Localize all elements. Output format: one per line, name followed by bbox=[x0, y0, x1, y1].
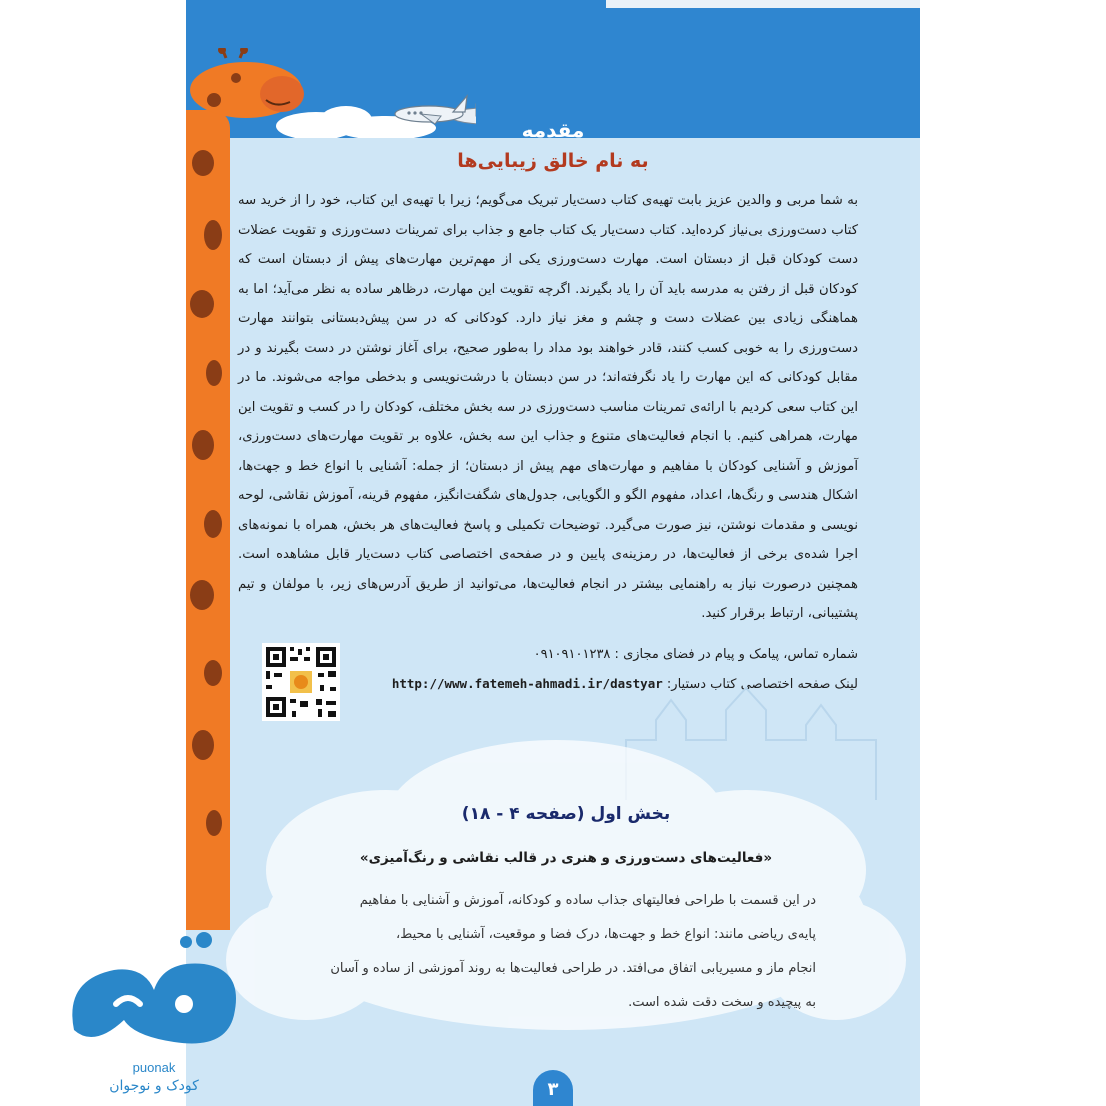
logo-latin-text: puonak bbox=[132, 1060, 176, 1075]
giraffe-neck-illustration bbox=[186, 110, 230, 930]
section-line: به پیچیده و سخت دقت شده است. bbox=[628, 995, 816, 1010]
section-line: پایه‌ی ریاضی مانند: انواع خط و جهت‌ها، درک فضا و موقعیت، آشنایی با محیط، bbox=[396, 927, 816, 942]
book-page-link[interactable]: http://www.fatemeh-ahmadi.ir/dastyar bbox=[391, 676, 663, 691]
logo-tagline: کودک و نوجوان bbox=[109, 1078, 199, 1094]
section-subtitle: «فعالیت‌های دست‌ورزی و هنری در قالب نقاشی و رنگ‌آمیزی» bbox=[359, 850, 773, 866]
page-subtitle: به نام خالق زیبایی‌ها bbox=[457, 150, 649, 172]
intro-text bbox=[238, 186, 858, 629]
contact-phone: شماره تماس، پیامک و پیام در فضای مجازی : ۰۹۱۰۹۱۰۱۲۳۸ bbox=[533, 647, 858, 662]
publisher-logo bbox=[54, 920, 254, 1100]
section-line: در این قسمت با طراحی فعالیتهای جذاب ساده و کودکانه، آموزش و آشنایی با مفاهیم bbox=[359, 893, 816, 908]
section-line: انجام ماز و مسیریابی اتفاق می‌افتد. در طراحی فعالیت‌ها به روند آموزشی از ساده و آسان bbox=[330, 961, 816, 976]
section-body bbox=[306, 884, 816, 1020]
page-title: مقدمه bbox=[521, 118, 585, 142]
giraffe-head-icon bbox=[186, 48, 308, 128]
book-page bbox=[186, 0, 920, 1106]
intro-paragraph: به شما مربی و والدین عزیز بابت تهیه‌ی کتاب دست‌یار تبریک می‌گویم؛ زیرا با تهیه‌ی این کتاب، خود را از خرید سه کتاب دست‌ورزی بی‌نیاز کرده‌اید. کتاب دست‌یار یک کتاب جامع و جذاب برای تمرینات دست‌ورزی و تقویت عضلات دست کودکان قبل از دبستان است. مهارت دست‌ورزی یکی از مهم‌ترین مهارت‌های پیش از دبستان است که کودکان قبل از رفتن به مدرسه باید آن را یاد بگیرند. اگرچه تقویت این مهارت، درظاهر ساده به نظر می‌آید؛ اما به هماهنگی زیادی بین عضلات دست و چشم و مغز نیاز دارد. کودکانی که در سن پیش‌دبستانی بتوانند مهارت دست‌ورزی را به خوبی کسب کنند، قادر خواهند بود مداد را به‌طور صحیح، برای آغاز نوشتن در دست بگیرند و در مقابل کودکانی که این مهارت را یاد نگرفته‌اند؛ در سن دبستان با درشت‌نویسی و بدخطی مواجه می‌شوند. ما در این کتاب سعی کردیم با ارائه‌ی تمرینات مناسب دست‌ورزی در سه بخش مختلف، کودکان را در کسب و تقویت این مهارت، همراهی کنیم. با انجام فعالیت‌های متنوع و جذاب این سه بخش، علاوه بر تقویت مهارت‌های دست‌ورزی، آموزش و آشنایی کودکان با مفاهیم و مهارت‌های مهم پیش از دبستان؛ از جمله: آشنایی با انواع خط و جهت‌ها، اشکال هندسی و رنگ‌ها، اعداد، مفهوم الگو و الگویابی، جدول‌های شگفت‌انگیز، مفهوم قرینه، آموزش نقاشی، لوحه نویسی و مقدمات نوشتن، نیز صورت می‌گیرد. توضیحات تکمیلی و پاسخ فعالیت‌های هر بخش، همراه با نمونه‌های اجرا شده‌ی برخی از فعالیت‌ها، در رمزینه‌ی پایین و در صفحه‌ی اختصاصی کتاب دست‌یار قابل مشاهده است. همچنین درصورت نیاز به راهنمایی بیشتر در انجام فعالیت‌ها، می‌توانید از طریق آدرس‌های زیر، با مولفان و تیم پشتیبانی، ارتباط برقرار کنید. bbox=[238, 193, 858, 621]
puonak-logo-icon bbox=[54, 920, 254, 1060]
page-number: ۳ bbox=[533, 1070, 573, 1106]
section-title: بخش اول (صفحه ۴ - ۱۸) bbox=[461, 804, 671, 824]
link-label: لینک صفحه اختصاصی کتاب دستیار: bbox=[666, 677, 858, 692]
qr-code-icon[interactable] bbox=[262, 643, 340, 721]
